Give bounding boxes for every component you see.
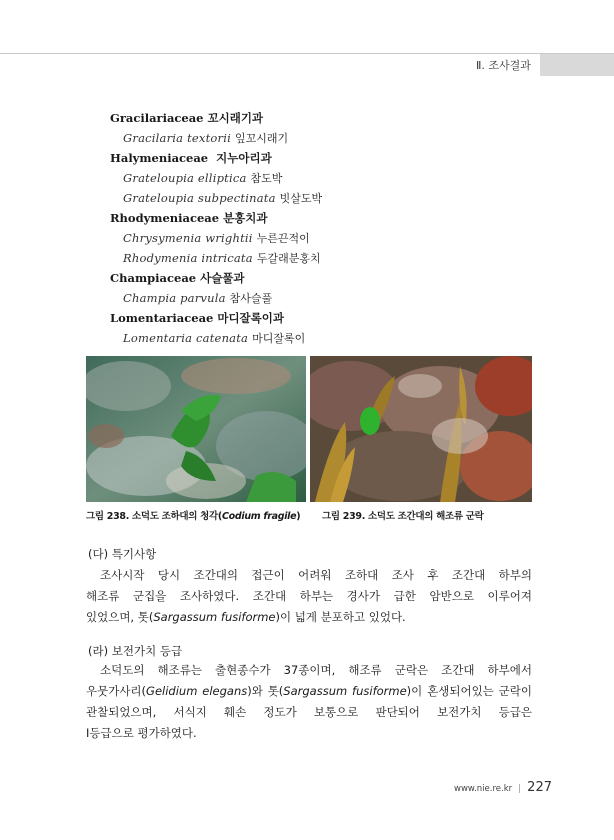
figure-239-caption: 그림 239. 소덕도 조간대의 해조류 군락 [322,511,484,522]
text-run-italic: Sargassum fusiforme [153,610,276,624]
text-run-italic: Sargassum fusiforme [283,684,407,698]
family-entry [110,308,530,328]
page-footer [454,780,552,795]
chapter-tag [468,54,614,76]
family-korean-name: 사슬풀과 [200,271,245,285]
text-run: )이 넓게 분포하고 있었다. [275,610,406,624]
paragraph-line: 관찰되었으며, 서식지 훼손 정도가 보통으로 판단되어 보전가치 등급은 [86,705,532,719]
paragraph-line: 조사시작 당시 조간대의 접근이 어려워 조하대 조사 후 조간대 하부의 [100,568,532,582]
chapter-band [540,54,614,76]
species-entry [110,328,530,348]
family-korean-name: 분홍치과 [223,211,268,225]
photo-intertidal-community [310,356,532,502]
text-run: 있었으며, 톳( [86,610,154,624]
section-title-value: (라) 보전가치 등급 [88,644,183,658]
paragraph-line [86,681,532,702]
figure-238-caption-species: Codium fragile [221,511,297,522]
family-korean-name: 마디잘록이과 [217,311,284,325]
text-run-italic: Gelidium elegans [146,684,248,698]
family-entry [110,148,530,168]
family-korean-name: 꼬시래기과 [207,111,264,125]
photo-codium-fragile [86,356,306,502]
species-scientific-name: Gracilaria textorii [123,131,231,145]
paragraph-line [86,607,532,628]
species-korean-name: 마디잘록이 [252,332,306,345]
family-entry [110,268,530,288]
species-korean-name: 누른끈적이 [256,232,310,245]
figure-238-caption [86,508,300,522]
family-entry [110,108,530,128]
figure-238-caption-pre: 그림 238. 소덕도 조하대의 청각( [86,511,222,522]
species-scientific-name: Champia parvula [123,291,226,305]
family-korean-name: 지누아리과 [212,151,272,165]
taxa-list [110,108,530,348]
paragraph-value [86,660,532,744]
species-entry [110,188,530,208]
species-scientific-name: Lomentaria catenata [123,331,249,345]
family-scientific-name: Lomentariaceae [110,311,214,325]
species-entry [110,248,530,268]
species-korean-name: 두갈래분홍치 [256,252,321,265]
species-entry [110,228,530,248]
section-title-special: (다) 특기사항 [88,547,157,561]
family-scientific-name: Gracilariaceae [110,111,204,125]
species-korean-name: 빗살도박 [279,192,323,205]
text-run: )이 혼생되어있는 군락이 [406,684,532,698]
species-scientific-name: Chrysymenia wrightii [123,231,253,245]
paragraph-special [86,565,532,628]
page-number: 227 [527,780,552,795]
footer-url: www.nie.re.kr [454,784,513,794]
family-scientific-name: Champiaceae [110,271,197,285]
family-entry [110,208,530,228]
species-korean-name: 참사슬풀 [229,292,273,305]
species-entry [110,288,530,308]
species-scientific-name: Grateloupia subpectinata [123,191,276,205]
species-scientific-name: Grateloupia elliptica [123,171,247,185]
species-scientific-name: Rhodymenia intricata [123,251,253,265]
paragraph-line: 해조류 군집을 조사하였다. 조간대 하부는 경사가 급한 암반으로 이루어져 [86,589,532,603]
footer-separator: | [518,784,522,794]
species-entry [110,128,530,148]
paragraph-line: Ⅰ등급으로 평가하였다. [86,726,197,740]
species-korean-name: 참도박 [250,172,283,185]
chapter-label: Ⅱ. 조사결과 [476,59,531,72]
paragraph-line: 소덕도의 해조류는 출현종수가 37종이며, 해조류 군락은 조간대 하부에서 [100,663,532,677]
family-scientific-name: Rhodymeniaceae [110,211,220,225]
family-scientific-name: Halymeniaceae [110,151,209,165]
species-entry [110,168,530,188]
text-run: 우뭇가사리( [86,684,147,698]
text-run: )와 톳( [247,684,284,698]
figure-238-caption-post: ) [296,511,301,522]
species-korean-name: 잎꼬시래기 [235,132,289,145]
